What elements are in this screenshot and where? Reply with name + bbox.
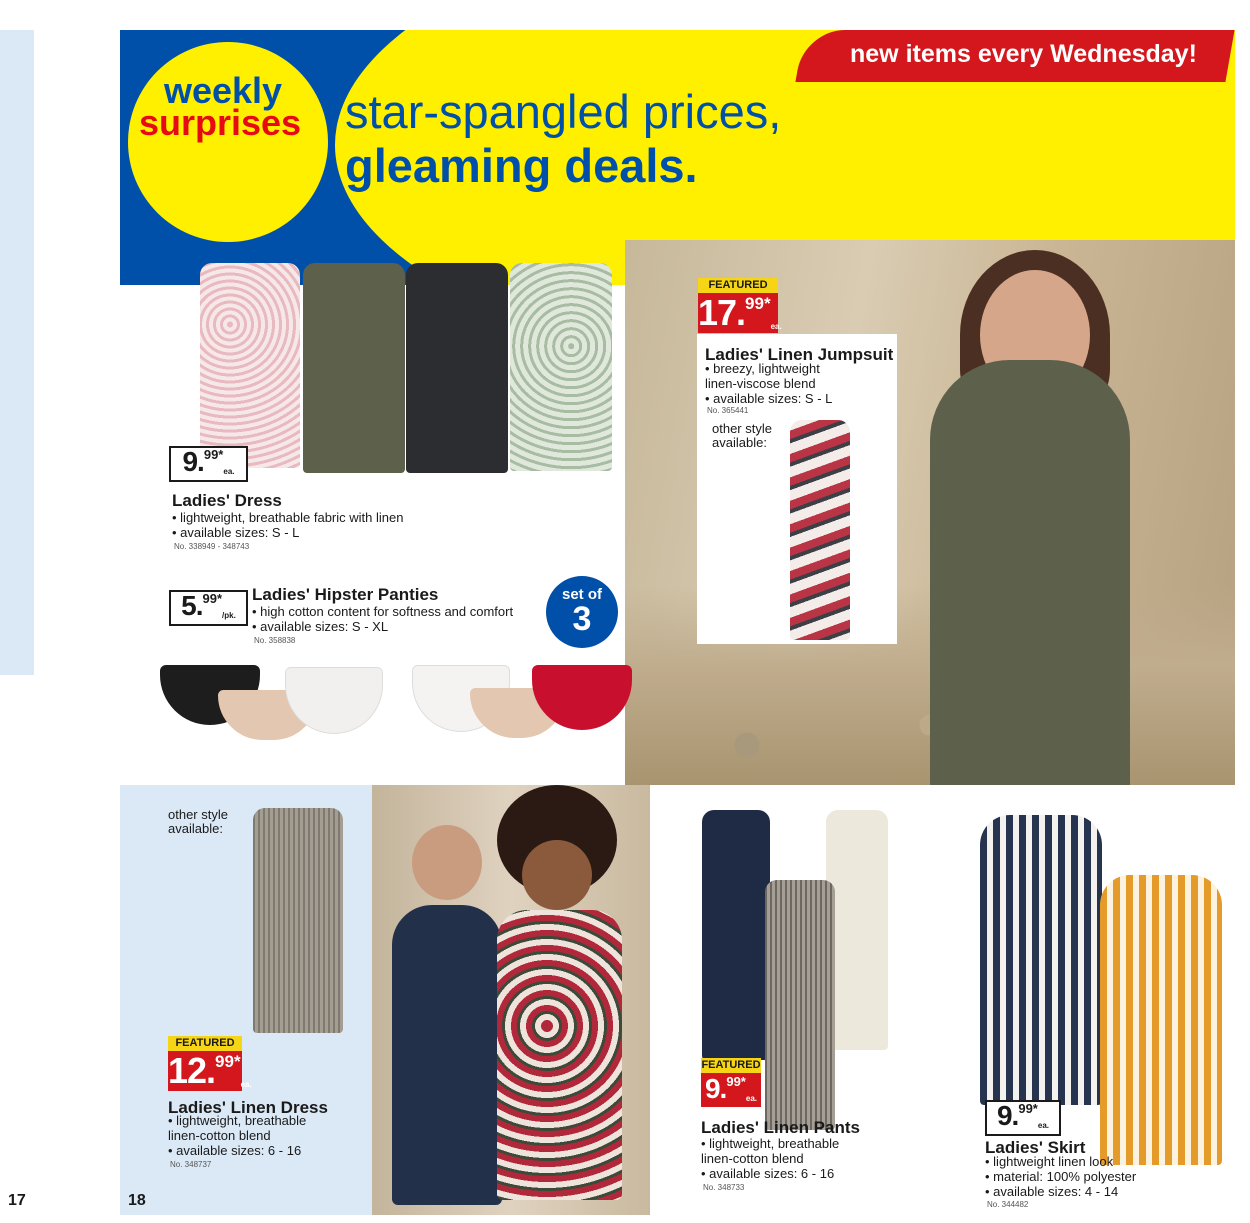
linen-pants-bullet-1: • lightweight, breathable (701, 1136, 840, 1151)
dress-number: No. 338949 - 348743 (174, 542, 250, 551)
floral-jumpsuit-image (790, 420, 850, 640)
jumpsuit-bullet-1: • breezy, lightweight (705, 361, 820, 376)
model-2-floral-dress (497, 910, 622, 1200)
panties-number: No. 358838 (254, 636, 296, 645)
green-print-dress-image (510, 263, 612, 471)
linen-pants-bullet-3: • available sizes: 6 - 16 (701, 1166, 835, 1181)
dress-bullet-1: • lightweight, breathable fabric with linen (172, 510, 404, 525)
linen-dress-bullet-1: • lightweight, breathable (168, 1113, 307, 1128)
badge-surprises-text: surprises (138, 102, 302, 143)
dress-title: Ladies' Dress (172, 491, 282, 510)
linen-pants-bullet-2: linen-cotton blend (701, 1151, 804, 1166)
skirt-bullet-2: • material: 100% polyester (985, 1169, 1137, 1184)
linen-dress-bullet-3: • available sizes: 6 - 16 (168, 1143, 302, 1158)
skirt-price: 9.$^{99*}$ea. (985, 1100, 1061, 1136)
model-2-face (522, 840, 592, 910)
linen-dress-other-style: other style (168, 807, 228, 822)
featured-label: FEATURED (168, 1036, 242, 1051)
navy-pants-image (702, 810, 770, 1060)
striped-pants-image (765, 880, 835, 1130)
jumpsuit-bullet-2: linen-viscose blend (705, 376, 816, 391)
black-dress-image (406, 263, 508, 473)
set-of-text: set of (561, 586, 602, 603)
model-1-navy-dress (392, 905, 502, 1205)
jumpsuit-price: 17.99*ea. (698, 292, 782, 333)
panties-bullet-2: • available sizes: S - XL (252, 619, 389, 634)
panties-price: 5.$^{99*}$/pk. (169, 590, 248, 626)
skirt-bullet-3: • available sizes: 4 - 14 (985, 1184, 1119, 1199)
page-number-left: 17 (8, 1192, 26, 1209)
featured-label: FEATURED (698, 278, 778, 293)
jumpsuit-title: Ladies' Linen Jumpsuit (705, 345, 894, 364)
skirt-bullet-1: • lightweight linen look (985, 1154, 1114, 1169)
olive-dress-image (303, 263, 405, 473)
set-of-3-badge (546, 576, 618, 648)
orange-striped-skirt-image (1100, 875, 1222, 1165)
wednesday-banner-text: new items every Wednesday! (850, 40, 1197, 68)
jumpsuit-other-style-2: available: (712, 435, 767, 450)
jumpsuit-number: No. 365441 (707, 406, 749, 415)
linen-pants-price: 9.$^{99*}$ea. (701, 1073, 761, 1107)
linen-dress-price: 12.99*ea. (168, 1050, 252, 1091)
badge-weekly-text: weekly (163, 70, 283, 111)
featured-label: FEATURED (701, 1059, 761, 1071)
linen-dress-title: Ladies' Linen Dress (168, 1098, 328, 1117)
dress-price: 9.$^{99*}$ea. (169, 446, 248, 482)
previous-page-edge (0, 30, 34, 675)
jumpsuit-bullet-3: • available sizes: S - L (705, 391, 833, 406)
dress-bullet-2: • available sizes: S - L (172, 525, 300, 540)
jumpsuit-other-style: other style (712, 421, 772, 436)
panties-bullet-1: • high cotton content for softness and comfort (252, 604, 514, 619)
set-count: 3 (572, 600, 592, 638)
cream-pants-image (826, 810, 888, 1050)
skirt-title: Ladies' Skirt (985, 1138, 1086, 1157)
skirt-number: No. 344482 (987, 1200, 1029, 1209)
linen-dress-other-style-2: available: (168, 821, 223, 836)
page-number-right: 18 (128, 1192, 146, 1209)
headline-line-1: star-spangled prices, (345, 85, 782, 138)
two-models-photo (372, 785, 650, 1215)
linen-pants-title: Ladies' Linen Pants (701, 1118, 860, 1137)
pink-floral-dress-image (200, 263, 300, 468)
linen-dress-number: No. 348737 (170, 1160, 212, 1169)
navy-striped-skirt-image (980, 815, 1102, 1105)
linen-dress-bullet-2: linen-cotton blend (168, 1128, 271, 1143)
panties-title: Ladies' Hipster Panties (252, 585, 439, 604)
headline-line-2: gleaming deals. (345, 139, 698, 192)
model-1-face (412, 825, 482, 900)
linen-pants-number: No. 348733 (703, 1183, 745, 1192)
striped-linen-dress-image (253, 808, 343, 1033)
model-jumpsuit (930, 360, 1130, 785)
